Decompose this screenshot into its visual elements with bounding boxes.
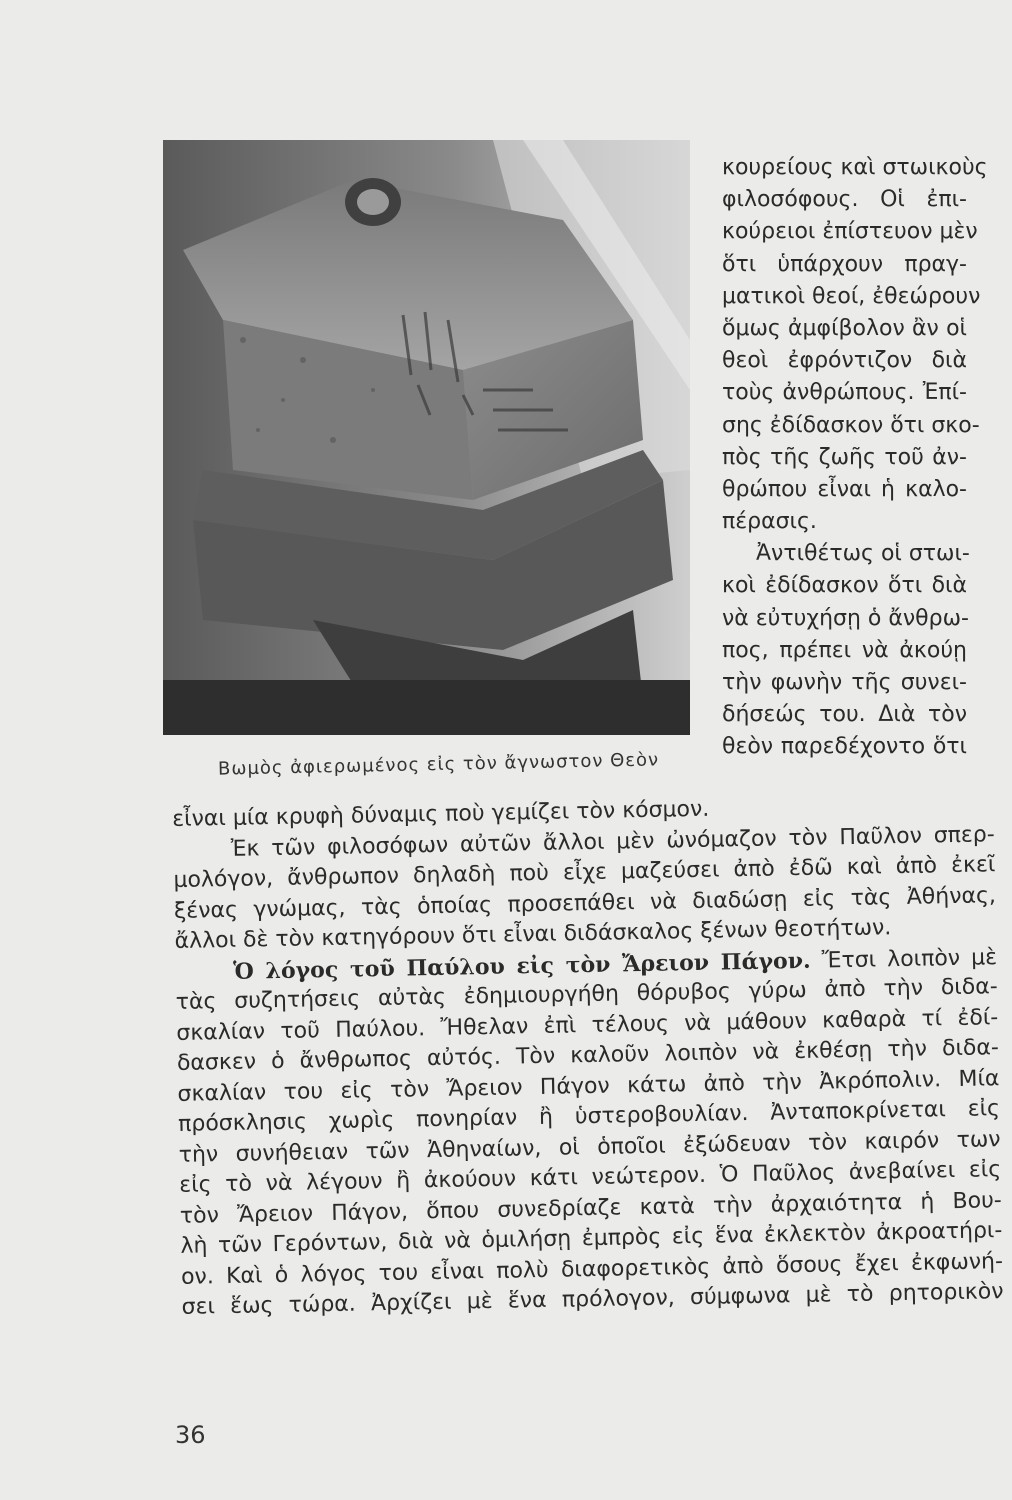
main-line: τὴν συνήθειαν τῶν Ἀθηναίων, οἱ ὁποῖοι ἐξώδευαν τὸν καιρόν των	[178, 1126, 1001, 1168]
main-line: εἶναι μία κρυφὴ δύναμις ποὺ γεμίζει τὸν κόσμον.	[172, 796, 710, 832]
side-line: ὅμως ἀμφίβολον ἂν οἱ	[722, 315, 967, 341]
side-line: πος, πρέπει νὰ ἀκούῃ	[722, 637, 967, 663]
side-line: κοὶ ἐδίδασκον ὅτι διὰ	[722, 573, 967, 599]
section-heading: Ὁ λόγος τοῦ Παύλου εἰς τὸν Ἄρειον Πάγον.	[232, 947, 811, 985]
main-line: ξένας γνώμας, τὰς ὁποίας προσεπάθει νὰ διαδώσῃ εἰς τὰς Ἀθήνας,	[173, 882, 997, 924]
side-column-text	[722, 152, 988, 764]
main-line: τὰς συζητήσεις αὐτὰς ἐδημιουργήθη θόρυβος γύρω ἀπὸ τὴν διδα-	[175, 974, 998, 1015]
side-line: κούρειοι ἐπίστευον μὲν	[722, 219, 978, 245]
altar-photograph	[163, 140, 690, 735]
heading-rest-text: Ἔτσι λοιπὸν μὲ	[821, 944, 998, 974]
side-line: πέρασις.	[722, 509, 817, 535]
side-line: δήσεώς του. Διὰ τὸν	[722, 702, 967, 728]
page-number: 36	[175, 1421, 206, 1449]
main-text-block	[172, 789, 1004, 1323]
side-line: νὰ εὐτυχήσῃ ὁ ἄνθρω-	[722, 605, 969, 631]
main-line: ον. Καὶ ὁ λόγος του εἶναι πολὺ διαφορετικὸς ἀπὸ ὅσους ἔχει ἐκφωνή-	[180, 1248, 1004, 1290]
main-line: πρόσκλησις χωρὶς πονηρίαν ἢ ὑστεροβουλίαν. Ἀνταποκρίνεται εἰς	[177, 1096, 1001, 1137]
side-line: σης ἐδίδασκον ὅτι σκο-	[722, 412, 980, 438]
side-line: θεοὶ ἐφρόντιζον διὰ	[722, 348, 967, 374]
main-line: ἄλλοι δὲ τὸν κατηγόρουν ὅτι εἶναι διδάσκαλος ξένων θεοτήτων.	[174, 915, 892, 954]
side-line: πὸς τῆς ζωῆς τοῦ ἀν-	[722, 444, 967, 470]
main-line: τὸν Ἄρειον Πάγον, ὅπου συνεδρίαζε κατὰ τὴν ἀρχαιότητα ἡ Βου-	[179, 1187, 1002, 1229]
side-line: θεὸν παρεδέχοντο ὅτι	[722, 734, 967, 760]
side-line: τὴν φωνὴν τῆς συνει-	[722, 670, 967, 695]
main-line: σει ἕως τώρα. Ἀρχίζει μὲ ἕνα πρόλογον, σύμφωνα μὲ τὸ ρητορικὸν	[181, 1279, 1004, 1320]
side-line: Ἀντιθέτως οἱ στωι-	[756, 541, 970, 567]
altar-photo-illustration	[163, 140, 690, 735]
main-line: μολόγον, ἄνθρωπον δηλαδὴ ποὺ εἶχε μαζεύσει ἀπὸ ἐδῶ καὶ ἀπὸ ἐκεῖ	[173, 852, 996, 893]
side-line: ὅτι ὑπάρχουν πραγ-	[722, 251, 967, 277]
side-line: θρώπου εἶναι ἡ καλο-	[722, 476, 967, 502]
figure-caption: Βωμὸς ἀφιερωμένος εἰς τὸν ἄγνωστον Θεὸν	[217, 749, 660, 780]
side-line: τοὺς ἀνθρώπους. Ἐπί-	[722, 380, 967, 406]
main-line: λὴ τῶν Γερόντων, διὰ νὰ ὁμιλήσῃ ἐμπρὸς εἰς ἕνα ἐκλεκτὸν ἀκροατήρι-	[180, 1218, 1003, 1259]
side-line: κουρείους καὶ στωικοὺς	[722, 155, 988, 180]
side-line: ματικοὶ θεοί, ἐθεώρουν	[722, 283, 981, 309]
main-line: σκαλίαν του εἰς τὸν Ἄρειον Πάγον κάτω ἀπὸ τὴν Ἀκρόπολιν. Μία	[177, 1065, 1000, 1107]
main-line: Ἐκ τῶν φιλοσόφων αὐτῶν ἄλλοι μὲν ὠνόμαζον τὸν Παῦλον σπερ-	[230, 821, 995, 862]
main-line: εἰς τὸ νὰ λέγουν ἢ ἀκούουν κάτι νεώτερον. Ὁ Παῦλος ἀνεβαίνει εἰς	[179, 1157, 1002, 1198]
main-line: δασκεν ὁ ἄνθρωπος αὐτός. Τὸν καλοῦν λοιπὸν νὰ ἐκθέσῃ τὴν διδα-	[176, 1035, 1000, 1076]
side-line: φιλοσόφους. Οἱ ἐπι-	[722, 187, 967, 213]
main-line: σκαλίαν τοῦ Παύλου. Ἤθελαν ἐπὶ τέλους νὰ μάθουν καθαρὰ τί ἐδί-	[176, 1004, 999, 1046]
